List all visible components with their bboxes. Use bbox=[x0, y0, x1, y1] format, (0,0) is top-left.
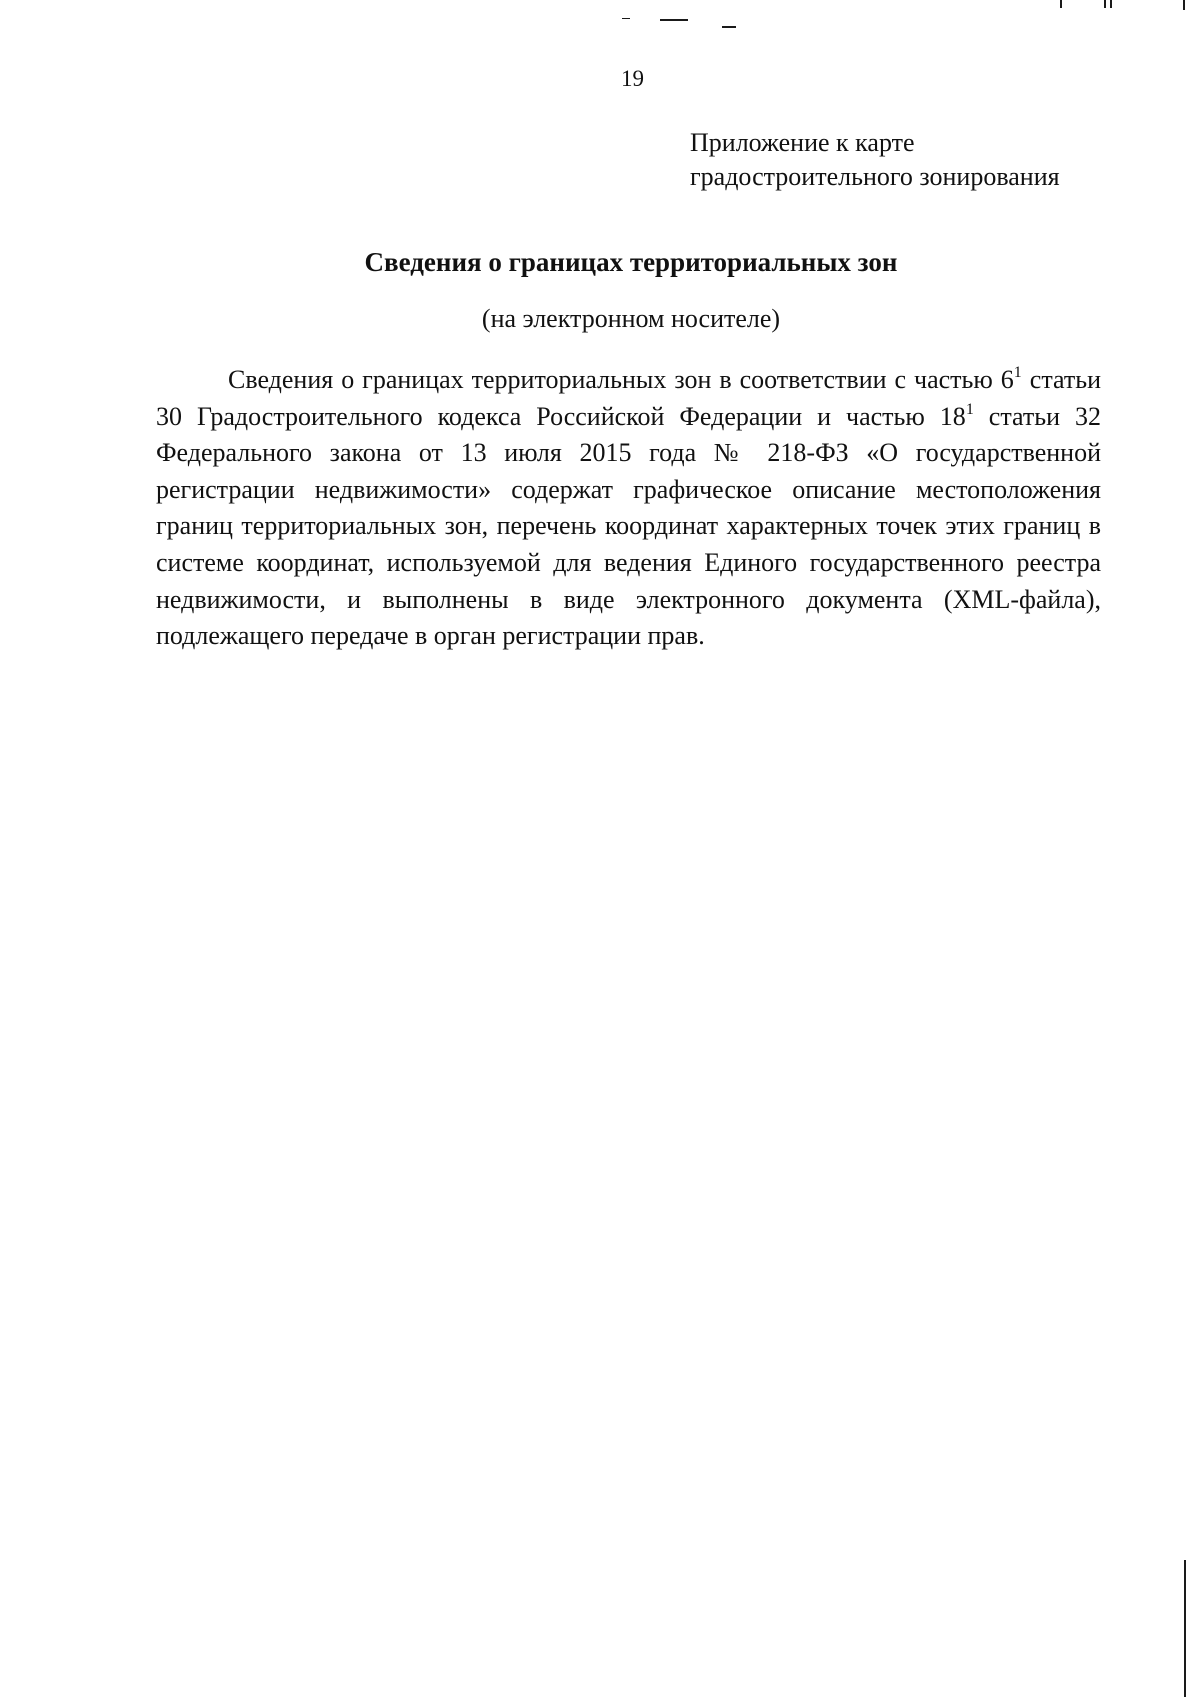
body-text-part: статьи 32 Федерального закона от 13 июля 2015 года № 218-ФЗ «О государственной регистрации недвижимости» содержат графическое описание местоположения границ территориальных зон, перечень координат характерных точек этих границ в системе координат, используемой для ведения Единого государственного реестра недвижимости, и выполнены в виде электронного документа (XML-файла), подлежащего передаче в орган регистрации прав. bbox=[156, 401, 1101, 651]
page-number: 19 bbox=[621, 66, 644, 91]
body-text-part: статьи 30 Градостроительного кодекса Российской Федерации и частью 18 bbox=[156, 365, 1101, 431]
body-paragraph bbox=[156, 362, 1101, 655]
scan-mark bbox=[1110, 0, 1112, 8]
scan-mark bbox=[660, 19, 688, 21]
scan-mark bbox=[622, 18, 630, 19]
superscript-index: 1 bbox=[965, 400, 974, 418]
scan-mark bbox=[722, 26, 736, 28]
appendix-note bbox=[690, 126, 1060, 194]
body-text-part: Сведения о границах территориальных зон в соответствии с частью 6 bbox=[228, 365, 1014, 394]
scan-mark bbox=[1060, 0, 1062, 8]
superscript-index: 1 bbox=[1013, 364, 1022, 381]
scan-edge-line bbox=[1184, 1560, 1186, 1697]
document-title: Сведения о границах территориальных зон bbox=[364, 247, 898, 277]
appendix-note-line: Приложение к карте bbox=[690, 128, 915, 157]
scan-mark bbox=[1104, 0, 1106, 8]
document-subtitle: (на электронном носителе) bbox=[481, 304, 781, 333]
scan-mark bbox=[1183, 0, 1185, 10]
appendix-note-line: градостроительного зонирования bbox=[690, 162, 1060, 191]
